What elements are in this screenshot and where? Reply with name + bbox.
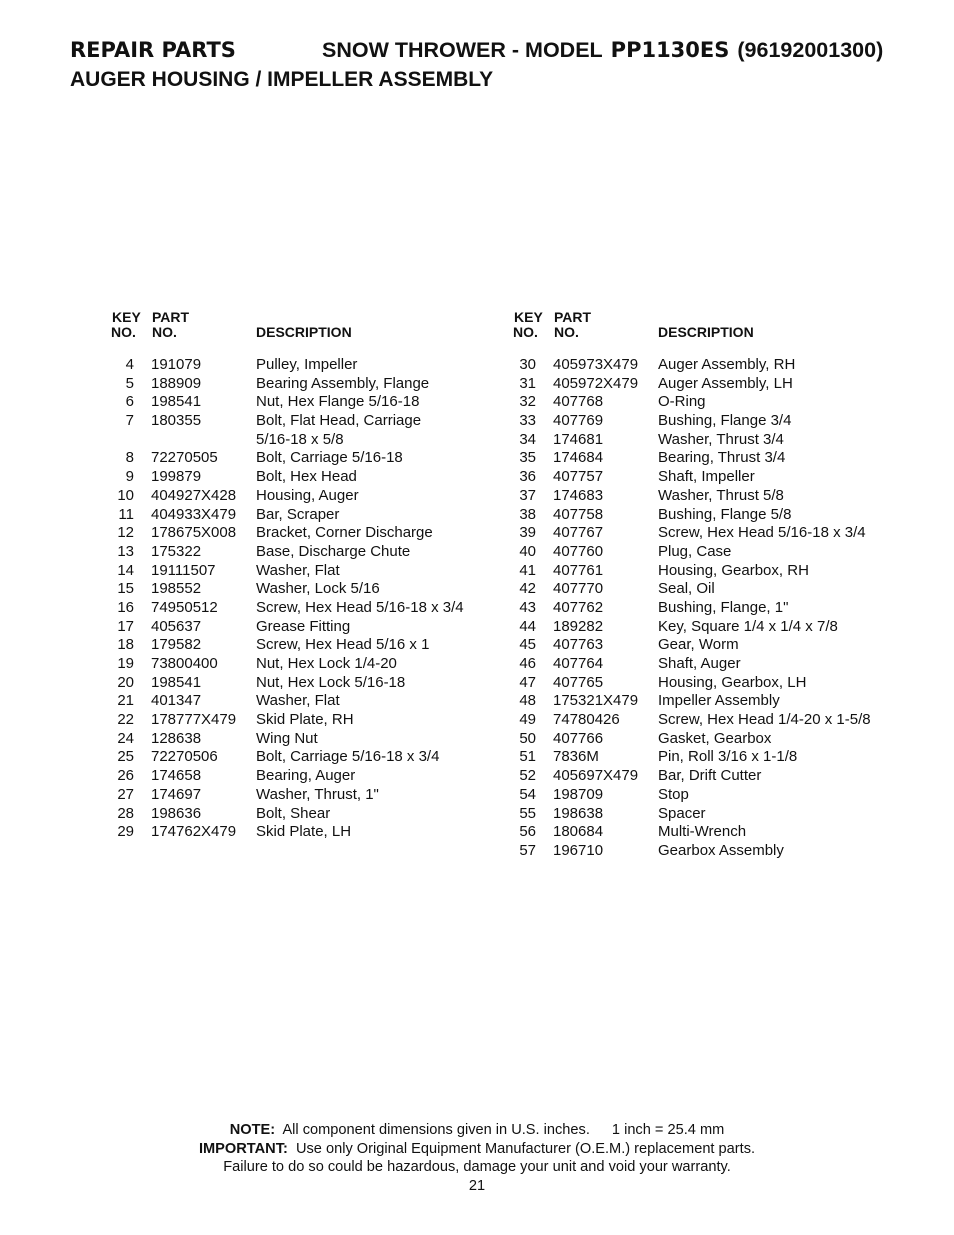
- part-description: Shaft, Auger: [658, 655, 741, 672]
- table-row: [510, 562, 910, 581]
- table-row: [510, 431, 910, 450]
- table-header: [510, 308, 910, 356]
- header-part-line1: PART: [152, 309, 190, 325]
- part-description: Washer, Lock 5/16: [256, 580, 380, 598]
- table-row: [510, 842, 910, 861]
- part-number: 198636: [151, 804, 202, 822]
- table-row: [108, 805, 498, 824]
- part-description: Seal, Oil: [658, 580, 715, 598]
- part-description: Shaft, Impeller: [658, 468, 755, 486]
- important-line: [0, 1140, 954, 1159]
- part-number: 174681: [553, 430, 604, 448]
- part-description: Bracket, Corner Discharge: [256, 524, 433, 542]
- table-row: [108, 748, 498, 767]
- part-description: Washer, Thrust, 1": [256, 785, 379, 803]
- table-row: [510, 356, 910, 375]
- table-row: [510, 580, 910, 599]
- part-description: Bushing, Flange, 1": [658, 598, 789, 616]
- key-number: 43: [519, 598, 536, 616]
- header-key-line1: KEY: [514, 309, 543, 325]
- key-number: 21: [117, 692, 134, 710]
- table-row: [510, 449, 910, 468]
- part-description: Screw, Hex Head 5/16-18 x 3/4: [256, 598, 464, 616]
- note-label: NOTE:: [229, 1122, 276, 1138]
- parts-table-right: [510, 308, 910, 861]
- part-number: 175322: [151, 542, 202, 560]
- part-description: Bolt, Hex Head: [256, 468, 357, 486]
- parts-table-left: [108, 308, 498, 842]
- key-number: 48: [519, 692, 536, 710]
- key-number: 32: [519, 393, 536, 411]
- part-description: Bearing Assembly, Flange: [256, 374, 430, 392]
- key-number: 19: [117, 655, 134, 672]
- table-row: [510, 487, 910, 506]
- table-rows: [510, 356, 910, 861]
- part-number: 405697X479: [553, 767, 639, 785]
- part-number: 19111507: [151, 561, 216, 579]
- table-row: [510, 375, 910, 394]
- part-number: 198638: [553, 804, 604, 822]
- part-description: Auger Assembly, LH: [658, 374, 793, 392]
- table-row: [510, 748, 910, 767]
- part-number: 407768: [553, 393, 604, 411]
- key-number: 46: [519, 655, 536, 672]
- table-header: [108, 308, 498, 356]
- key-number: 45: [519, 636, 536, 654]
- key-number: 47: [519, 673, 536, 691]
- part-description: Bolt, Flat Head, Carriage: [256, 412, 422, 430]
- part-number: 407769: [553, 412, 604, 430]
- key-number: 34: [519, 430, 536, 448]
- key-number: 39: [519, 524, 536, 542]
- part-number: 405637: [151, 617, 202, 635]
- part-number: 401347: [151, 692, 202, 710]
- part-description: Bearing, Thrust 3/4: [658, 449, 786, 467]
- part-description: Bolt, Shear: [256, 804, 331, 822]
- part-number: 407762: [553, 598, 604, 616]
- part-number: 407761: [553, 561, 604, 579]
- table-row: [108, 767, 498, 786]
- part-description: Bolt, Carriage 5/16-18 x 3/4: [256, 748, 440, 766]
- page-header: [70, 36, 910, 92]
- part-description: Stop: [658, 785, 689, 803]
- table-row: [108, 393, 498, 412]
- conversion-text: 1 inch = 25.4 mm: [611, 1122, 725, 1138]
- table-row: [510, 805, 910, 824]
- table-row: [510, 599, 910, 618]
- part-description: Housing, Gearbox, RH: [658, 561, 809, 579]
- part-number: 74780426: [553, 711, 620, 729]
- part-description: Key, Square 1/4 x 1/4 x 7/8: [658, 617, 838, 635]
- part-number: 198709: [553, 785, 604, 803]
- part-description: Spacer: [658, 804, 706, 822]
- part-description: Impeller Assembly: [658, 692, 780, 710]
- part-description: Plug, Case: [658, 542, 732, 560]
- table-row: [108, 823, 498, 842]
- part-description: Auger Assembly, RH: [658, 356, 796, 373]
- key-number: 11: [118, 505, 134, 523]
- key-number: 4: [125, 356, 134, 373]
- part-number: 174683: [553, 486, 604, 504]
- part-description: Washer, Flat: [256, 692, 340, 710]
- part-description: Nut, Hex Flange 5/16-18: [256, 393, 420, 411]
- key-number: 5: [125, 374, 134, 392]
- part-number: 407770: [553, 580, 604, 598]
- key-number: 15: [117, 580, 134, 598]
- table-row: [510, 730, 910, 749]
- table-row: [510, 393, 910, 412]
- table-row: [108, 412, 498, 431]
- key-number: 27: [117, 785, 134, 803]
- key-number: 33: [519, 412, 536, 430]
- key-number: 54: [519, 785, 536, 803]
- table-row: [510, 543, 910, 562]
- part-description: Grease Fitting: [256, 617, 351, 635]
- important-label: IMPORTANT:: [198, 1140, 288, 1157]
- part-description: Gear, Worm: [658, 636, 739, 654]
- product-title: [322, 38, 883, 63]
- header-description: DESCRIPTION: [658, 324, 754, 340]
- part-description: Wing Nut: [256, 729, 318, 747]
- key-number: 50: [519, 729, 536, 747]
- page-subtitle: AUGER HOUSING / IMPELLER ASSEMBLY: [70, 68, 494, 91]
- part-number: 196710: [553, 841, 604, 859]
- key-number: 52: [519, 767, 536, 785]
- part-description: Pin, Roll 3/16 x 1-1/8: [658, 748, 798, 766]
- part-number: 407757: [553, 468, 604, 486]
- key-number: 49: [519, 711, 536, 729]
- key-number: 24: [117, 729, 134, 747]
- key-number: 55: [519, 804, 536, 822]
- key-number: 56: [519, 823, 536, 841]
- table-row: [510, 618, 910, 637]
- key-number: 35: [519, 449, 536, 467]
- table-row: [510, 636, 910, 655]
- key-number: 36: [519, 468, 536, 486]
- part-number: 405973X479: [553, 356, 639, 373]
- part-number: 198541: [151, 393, 202, 411]
- key-number: 26: [117, 767, 134, 785]
- table-row: [108, 375, 498, 394]
- key-number: 28: [117, 804, 134, 822]
- part-description: Gasket, Gearbox: [658, 729, 772, 747]
- title-line: [70, 36, 910, 68]
- table-row: [108, 431, 498, 450]
- part-number: 407764: [553, 655, 604, 672]
- part-number: 407767: [553, 524, 604, 542]
- table-row: [510, 711, 910, 730]
- table-row: [108, 730, 498, 749]
- key-number: 13: [117, 542, 134, 560]
- table-row: [510, 655, 910, 674]
- important-text: Use only Original Equipment Manufacturer (O.E.M.) replacement parts.: [295, 1140, 756, 1157]
- page-footer: [0, 1121, 954, 1195]
- header-key-line1: KEY: [112, 309, 141, 325]
- part-number: 174684: [553, 449, 604, 467]
- part-description: O-Ring: [658, 393, 706, 411]
- table-row: [108, 562, 498, 581]
- table-row: [108, 636, 498, 655]
- key-number: 41: [519, 561, 536, 579]
- table-row: [108, 506, 498, 525]
- part-description: Base, Discharge Chute: [256, 542, 411, 560]
- part-number: 74950512: [151, 598, 218, 616]
- key-number: 57: [519, 841, 536, 859]
- table-row: [510, 767, 910, 786]
- table-row: [510, 786, 910, 805]
- part-number: 7836M: [553, 748, 599, 766]
- part-number: 180684: [553, 823, 604, 841]
- part-description: Screw, Hex Head 1/4-20 x 1-5/8: [658, 711, 871, 729]
- table-row: [108, 449, 498, 468]
- table-row: [510, 468, 910, 487]
- table-row: [108, 356, 498, 375]
- model-code: (96192001300): [737, 38, 884, 62]
- key-number: 9: [125, 468, 134, 486]
- part-number: 179582: [151, 636, 202, 654]
- key-number: 6: [125, 393, 134, 411]
- part-description: Housing, Gearbox, LH: [658, 673, 807, 691]
- table-row: [510, 412, 910, 431]
- part-description: Washer, Thrust 3/4: [658, 430, 784, 448]
- part-description: Bar, Drift Cutter: [658, 767, 762, 785]
- table-row: [108, 786, 498, 805]
- table-row: [510, 506, 910, 525]
- header-part-line2: NO.: [554, 324, 579, 340]
- key-number: 30: [519, 356, 536, 373]
- part-description: Screw, Hex Head 5/16-18 x 3/4: [658, 524, 866, 542]
- table-row: [108, 468, 498, 487]
- part-description: Pulley, Impeller: [256, 356, 358, 373]
- part-number: 404927X428: [151, 486, 237, 504]
- part-number: 198541: [151, 673, 202, 691]
- part-number: 198552: [151, 580, 202, 598]
- part-number: 404933X479: [151, 505, 237, 523]
- part-description: Bearing, Auger: [256, 767, 356, 785]
- part-number: 407760: [553, 542, 604, 560]
- key-number: 16: [117, 598, 134, 616]
- table-row: [510, 823, 910, 842]
- part-number: 199879: [151, 468, 202, 486]
- part-description: Nut, Hex Lock 1/4-20: [256, 655, 397, 672]
- table-row: [108, 487, 498, 506]
- table-row: [108, 711, 498, 730]
- note-line: [0, 1121, 954, 1140]
- part-number: 180355: [151, 412, 202, 430]
- part-number: 405972X479: [553, 374, 639, 392]
- part-number: 174762X479: [151, 823, 237, 841]
- part-description: Bar, Scraper: [256, 505, 340, 523]
- warning-line: Failure to do so could be hazardous, damage your unit and void your warranty.: [223, 1159, 731, 1175]
- table-row: [108, 655, 498, 674]
- key-number: 8: [125, 449, 134, 467]
- part-number: 191079: [151, 356, 202, 373]
- part-number: 73800400: [151, 655, 218, 672]
- part-description: Skid Plate, RH: [256, 711, 354, 729]
- table-row: [510, 692, 910, 711]
- table-row: [108, 599, 498, 618]
- part-number: 407758: [553, 505, 604, 523]
- table-row: [108, 692, 498, 711]
- table-row: [108, 524, 498, 543]
- table-row: [108, 618, 498, 637]
- header-key-line2: NO.: [513, 324, 538, 340]
- note-text: All component dimensions given in U.S. inches.: [282, 1122, 590, 1138]
- key-number: 44: [519, 617, 536, 635]
- part-description: Nut, Hex Lock 5/16-18: [256, 673, 406, 691]
- key-number: 40: [519, 542, 536, 560]
- key-number: 7: [125, 412, 134, 430]
- table-rows: [108, 356, 498, 842]
- key-number: 37: [519, 486, 536, 504]
- part-number: 178675X008: [151, 524, 237, 542]
- part-number: 407763: [553, 636, 604, 654]
- table-row: [510, 674, 910, 693]
- key-number: 14: [117, 561, 134, 579]
- key-number: 31: [519, 374, 536, 392]
- key-number: 22: [117, 711, 134, 729]
- part-description: Bushing, Flange 5/8: [658, 505, 792, 523]
- part-number: 174658: [151, 767, 202, 785]
- header-key-line2: NO.: [111, 324, 136, 340]
- part-number: 128638: [151, 729, 202, 747]
- part-description: Gearbox Assembly: [658, 841, 784, 859]
- part-description: Washer, Thrust 5/8: [658, 486, 784, 504]
- part-number: 188909: [151, 374, 202, 392]
- section-title: REPAIR PARTS: [70, 38, 236, 62]
- table-row: [108, 674, 498, 693]
- part-number: 72270505: [151, 449, 218, 467]
- part-number: 72270506: [151, 748, 218, 766]
- table-row: [108, 580, 498, 599]
- part-description: Screw, Hex Head 5/16 x 1: [256, 636, 430, 654]
- part-number: 189282: [553, 617, 604, 635]
- part-description: Housing, Auger: [256, 486, 359, 504]
- key-number: 18: [117, 636, 134, 654]
- part-number: 174697: [151, 785, 202, 803]
- part-number: 178777X479: [151, 711, 237, 729]
- part-description: Washer, Flat: [256, 561, 340, 579]
- page-number: 21: [468, 1177, 486, 1194]
- key-number: 29: [117, 823, 134, 841]
- part-description: Skid Plate, LH: [256, 823, 352, 841]
- key-number: 10: [117, 486, 134, 504]
- header-part-line2: NO.: [152, 324, 177, 340]
- part-description: Bushing, Flange 3/4: [658, 412, 792, 430]
- header-description: DESCRIPTION: [256, 324, 352, 340]
- part-description: 5/16-18 x 5/8: [256, 430, 344, 448]
- key-number: 42: [519, 580, 536, 598]
- key-number: 25: [117, 748, 134, 766]
- product-name: SNOW THROWER - MODEL: [322, 38, 603, 62]
- part-number: 407766: [553, 729, 604, 747]
- key-number: 38: [519, 505, 536, 523]
- table-row: [108, 543, 498, 562]
- model-number: PP1130ES: [610, 38, 730, 62]
- part-number: 407765: [553, 673, 604, 691]
- key-number: 17: [117, 617, 134, 635]
- part-number: 175321X479: [553, 692, 639, 710]
- header-part-line1: PART: [554, 309, 592, 325]
- part-description: Multi-Wrench: [658, 823, 747, 841]
- table-row: [510, 524, 910, 543]
- key-number: 12: [117, 524, 134, 542]
- key-number: 51: [519, 748, 536, 766]
- part-description: Bolt, Carriage 5/16-18: [256, 449, 403, 467]
- key-number: 20: [117, 673, 134, 691]
